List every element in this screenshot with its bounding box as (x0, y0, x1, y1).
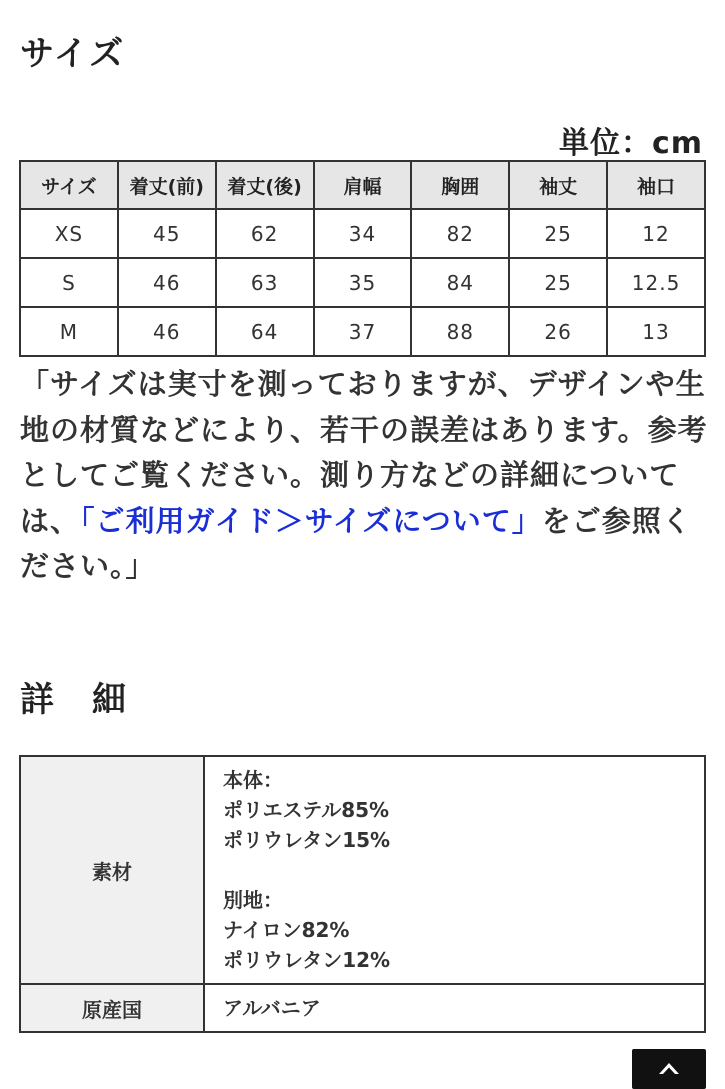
origin-value: アルバニア (204, 984, 705, 1032)
table-cell: 82 (411, 209, 509, 258)
table-cell: S (20, 258, 118, 307)
table-cell: 26 (509, 307, 607, 356)
col-header: 肩幅 (314, 161, 412, 209)
back-to-top-button[interactable] (632, 1049, 706, 1089)
table-cell: M (20, 307, 118, 356)
table-cell: 88 (411, 307, 509, 356)
material-label: 素材 (20, 756, 204, 984)
arrow-up-icon (657, 1061, 681, 1077)
origin-row (20, 984, 705, 1032)
material-line: ナイロン82% (223, 918, 350, 942)
col-header: 袖口 (607, 161, 705, 209)
note-text-before: 「サイズは実寸を測っておりますが、デザインや生地の材質などにより、若干の誤差はあります。参考としてご覧ください。測り方などの詳細については、 (20, 367, 708, 538)
material-line: ポリエステル85% (223, 798, 390, 822)
table-cell: 37 (314, 307, 412, 356)
material-value (204, 756, 705, 984)
table-cell: XS (20, 209, 118, 258)
table-cell: 64 (216, 307, 314, 356)
table-cell: 34 (314, 209, 412, 258)
table-row (20, 307, 705, 356)
col-header: 着丈(前) (118, 161, 216, 209)
material-spacer (223, 855, 686, 885)
table-cell: 84 (411, 258, 509, 307)
table-cell: 63 (216, 258, 314, 307)
size-guide-link[interactable]: 「ご利用ガイド＞サイズについて」 (80, 503, 542, 538)
col-header: サイズ (20, 161, 118, 209)
material-line: 本体： (223, 768, 283, 792)
table-cell: 62 (216, 209, 314, 258)
table-cell: 25 (509, 258, 607, 307)
col-header: 胸囲 (411, 161, 509, 209)
table-cell: 46 (118, 258, 216, 307)
table-cell: 45 (118, 209, 216, 258)
col-header: 袖丈 (509, 161, 607, 209)
note-text-after: をご参照ください。」 (20, 503, 692, 583)
origin-label: 原産国 (20, 984, 204, 1032)
unit-label: 単位：cm (558, 126, 703, 161)
size-heading: サイズ (20, 34, 126, 74)
size-table-header-row (20, 161, 705, 209)
material-line: ポリウレタン12% (223, 948, 391, 972)
material-row (20, 756, 705, 984)
size-table (19, 160, 706, 357)
table-cell: 13 (607, 307, 705, 356)
detail-table (19, 755, 706, 1033)
table-cell: 12.5 (607, 258, 705, 307)
table-cell: 46 (118, 307, 216, 356)
table-cell: 12 (607, 209, 705, 258)
detail-heading: 詳 細 (20, 680, 128, 720)
table-cell: 25 (509, 209, 607, 258)
material-line: ポリウレタン15% (223, 828, 391, 852)
table-cell: 35 (314, 258, 412, 307)
col-header: 着丈(後) (216, 161, 314, 209)
table-row (20, 209, 705, 258)
size-note (20, 362, 710, 590)
material-line: 別地： (223, 888, 283, 912)
table-row (20, 258, 705, 307)
